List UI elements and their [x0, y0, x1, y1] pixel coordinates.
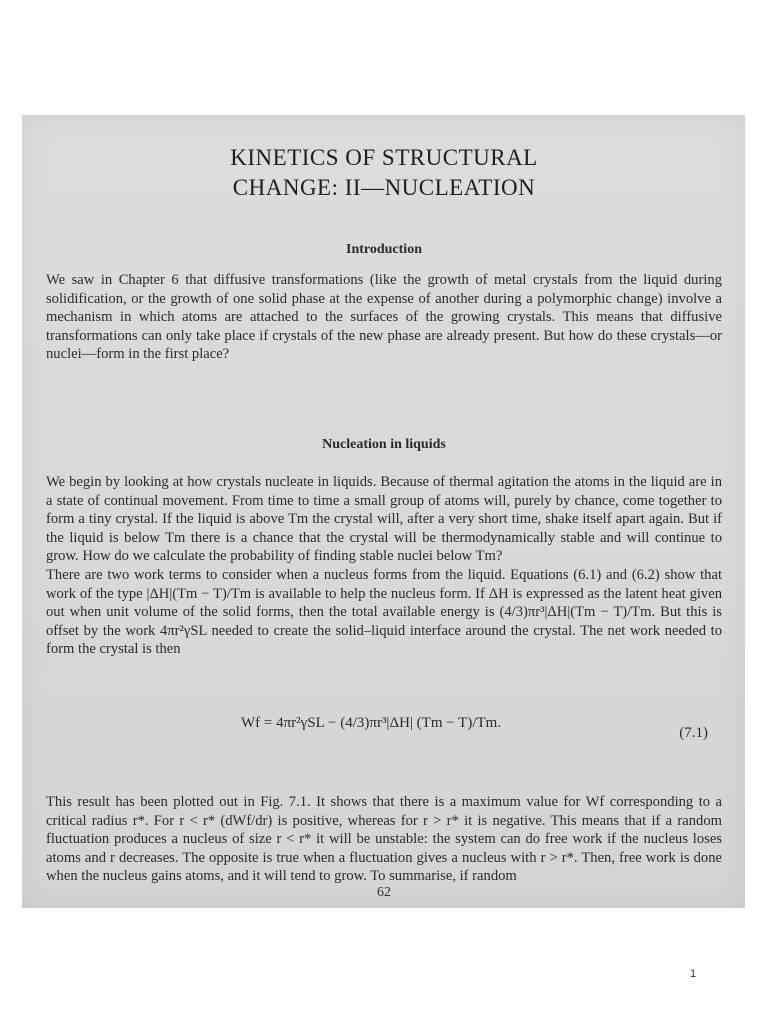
chapter-title-line2: CHANGE: II—NUCLEATION: [232, 175, 536, 200]
intro-paragraph: We saw in Chapter 6 that diffusive transformations (like the growth of metal crystals from the liquid during solidification, or the growth of one solid phase at the expense of another during a polymorphic change) involve a mechanism in which atoms are attached to the surfaces of the growing crystals. This means that diffusive transformations can only take place if crystals of the new phase are already present. But how do these crystals—or nuclei—form in the first place?: [46, 272, 722, 363]
nucleation-paragraph-3: This result has been plotted out in Fig. 7.1. It shows that there is a maximum value for Wf corresponding to a critical radius r*. For r < r* (dWf/dr) is positive, whereas for r > r* it is negative. This means that if a random fluctuation produces a nucleus of size r < r* it will be unstable: the system can do free work if the nucleus loses atoms and r decreases. The opposite is true when a fluctuation gives a nucleus with r > r*. Then, free work is done when the nucleus gains atoms, and it will tend to grow. To summarise, if random: [46, 794, 722, 885]
nucleation-paragraph-1: [46, 473, 722, 659]
book-page-number: 62: [377, 885, 391, 900]
section-heading-nucleation: Nucleation in liquids: [322, 437, 446, 452]
equation-7-1: [46, 707, 722, 759]
scanned-page-photo: [22, 115, 745, 908]
book-page: [46, 115, 722, 908]
pdf-page-number: 1: [690, 968, 697, 980]
equation-expression: Wf = 4πr²γSL − (4/3)πr³|ΔH| (Tm − T)/Tm.: [241, 715, 502, 731]
equation-number: (7.1): [679, 725, 708, 741]
section-heading-introduction: Introduction: [346, 242, 422, 257]
chapter-title-line1: KINETICS OF STRUCTURAL: [230, 145, 538, 170]
nucleation-paragraph-2-text: There are two work terms to consider when a nucleus forms from the liquid. Equations (6.1) and (6.2) show that work of the type |ΔH|(Tm − T)/Tm is available to help the nucleus form. If ΔH is expressed as the latent heat given out when unit volume of the solid forms, then the total available energy is (4/3)πr³|ΔH|(Tm − T)/Tm. But this is offset by the work 4πr²γSL needed to create the solid–liquid interface around the crystal. The net work needed to form the crystal is then: [46, 566, 722, 658]
nucleation-paragraph-1-text: We begin by looking at how crystals nucleate in liquids. Because of thermal agitation the atoms in the liquid are in a state of continual movement. From time to time a small group of atoms will, purely by chance, come together to form a tiny crystal. If the liquid is above Tm the crystal will, after a very short time, shake itself apart again. But if the liquid is below Tm there is a chance that the crystal will be thermodynamically stable and will continue to grow. How do we calculate the probability of finding stable nuclei below Tm?: [46, 474, 722, 565]
